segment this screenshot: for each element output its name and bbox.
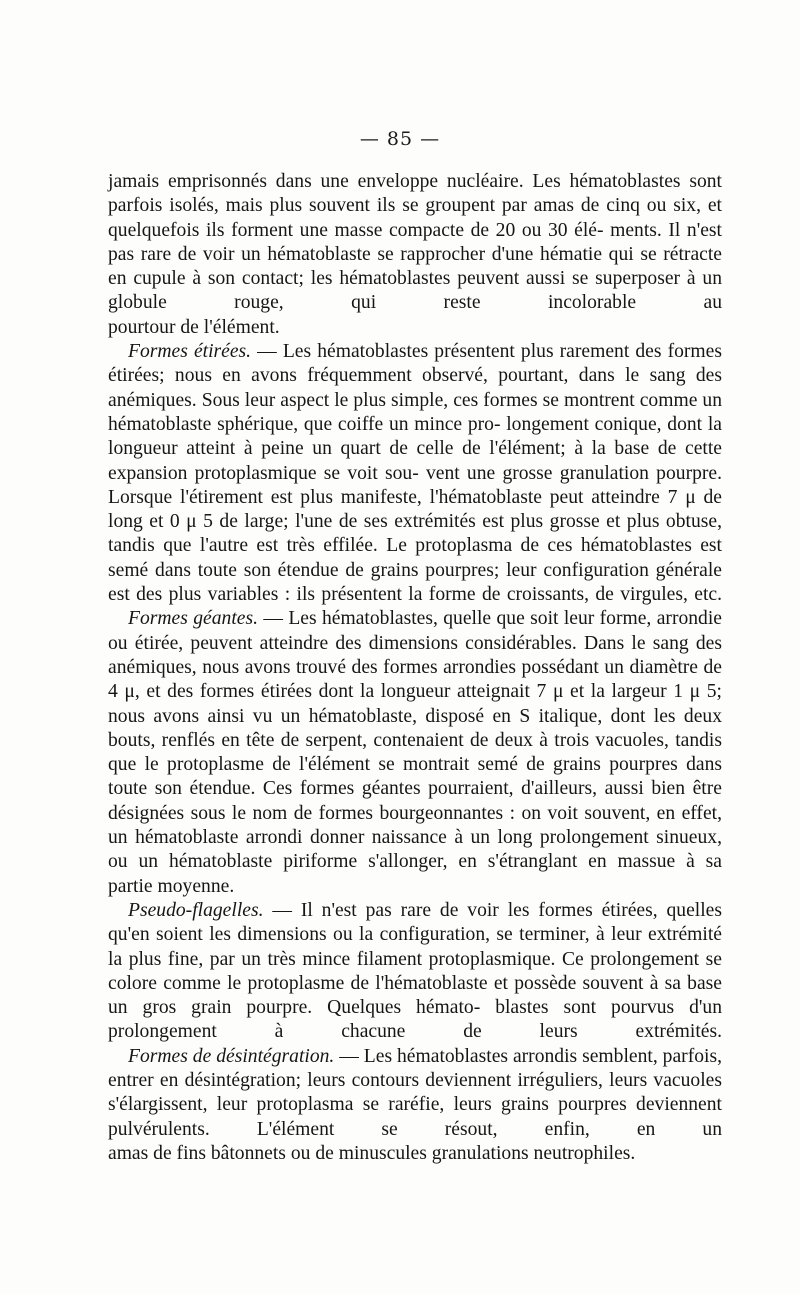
text-line: qu'en soient les dimensions ou la configuration, se terminer, à leur xyxy=(108,924,642,946)
text-line: l'élément se montrait semé de grains pourpres dans toute son étendue. xyxy=(108,754,722,800)
text-line: ments. Il n'est pas rare de voir un hématoblaste se rapprocher d'une xyxy=(108,219,722,265)
paragraph-formes-geantes xyxy=(108,607,722,874)
paragraph-pseudo-flagelles xyxy=(108,899,722,1045)
text-line: plus variables : ils présentent la forme de croissants, de virgules, etc. xyxy=(168,584,722,606)
text-line: disposé en S italique, dont les deux bouts, renflés en tête de serpent, xyxy=(108,705,722,751)
paragraph-formes-desintegration xyxy=(108,1045,722,1142)
text-line: amas de fins bâtonnets ou de minuscules granulations neutrophiles. xyxy=(108,1142,636,1164)
text-line: — Les hématoblastes présentent plus rarement des xyxy=(251,341,662,363)
text-line: l'une de ses extrémités est plus grosse et plus obtuse, tandis que l'autre xyxy=(108,511,722,557)
text-line: Ces formes géantes pourraient, d'ailleurs, aussi bien être désignées xyxy=(108,778,722,824)
text-line: ou six, et quelquefois ils forment une masse compacte de 20 ou 30 élé- xyxy=(108,195,723,241)
paragraph-formes-geantes-end xyxy=(108,875,722,899)
text-line: ou un hématoblaste piriforme s'allonger, en s'étranglant en massue à sa xyxy=(108,851,722,873)
paragraph-formes-desintegration-end xyxy=(108,1142,722,1166)
text-line: son étendue de grains pourpres; leur configuration générale est des xyxy=(108,559,722,606)
text-line: sous le nom de formes bourgeonnantes : on voit souvent, en effet, un xyxy=(108,802,723,849)
text-line: sont parfois isolés, mais plus souvent ils se groupent par amas de cinq xyxy=(108,171,722,217)
text-line: parfois, entrer en désintégration; leurs contours deviennent irréguliers, xyxy=(108,1045,722,1091)
text-line: longement conique, dont la longueur atteint à peine un quart de celle xyxy=(108,413,722,460)
text-line: de l'élément; à la base de cette expansion protoplasmique se voit sou- xyxy=(108,438,722,484)
text-line: hématoblaste arrondi donner naissance à un long prolongement sinueux, xyxy=(135,827,722,849)
text-line: — Les hématoblastes arrondis semblent, xyxy=(334,1045,658,1067)
text-line: leurs vacuoles s'élargissent, leur protoplasma se raréfie, leurs grains xyxy=(108,1069,722,1116)
text-line: montrent comme un hématoblaste sphérique, que coiffe un mince pro- xyxy=(108,389,722,435)
text-line: Dans le sang des anémiques, nous avons trouvé des formes arrondies xyxy=(108,632,722,678)
section-title: Formes géantes. xyxy=(128,608,258,630)
text-line: prolongement se colore comme le protoplasme de l'hématoblaste et xyxy=(108,948,722,994)
body-text xyxy=(108,170,722,1166)
text-line: jamais emprisonnés dans une enveloppe nucléaire. Les hématoblastes xyxy=(108,171,681,192)
paragraph-continuation-end xyxy=(108,316,722,340)
text-line: blastes sont pourvus d'un prolongement à chacune de leurs extrémités. xyxy=(108,997,723,1043)
paragraph-continuation xyxy=(108,170,722,316)
text-line: peuvent aussi se superposer à un globule rouge, qui reste incolorable au xyxy=(108,268,723,314)
text-line: — Les hématoblastes, quelle que soit leur forme, xyxy=(257,608,652,630)
text-line: extrémité la plus fine, par un très mince filament protoplasmique. Ce xyxy=(108,924,722,970)
text-line: arrondie ou étirée, peuvent atteindre des dimensions considérables. xyxy=(108,608,722,654)
text-line: possédant un diamètre de 4 μ, et des formes étirées dont la longueur xyxy=(108,656,723,703)
text-line: possède souvent à sa base un gros grain pourpre. Quelques hémato- xyxy=(108,972,722,1019)
section-title: Formes de désintégration. xyxy=(128,1045,335,1067)
text-line: est très effilée. Le protoplasma de ces hématoblastes est semé dans toute xyxy=(108,535,722,581)
paragraph-formes-etirees xyxy=(108,340,722,607)
text-line: — Il n'est pas rare de voir les formes étirées, quelles xyxy=(263,899,722,921)
section-title: Formes étirées. xyxy=(128,341,252,363)
text-line: hématie qui se rétracte en cupule à son contact; les hématoblastes xyxy=(108,243,722,290)
page-number: — 85 — xyxy=(359,128,441,150)
text-line: atteignait 7 μ et la largeur 1 μ 5; nous avons ainsi vu un hématoblaste, xyxy=(108,681,723,727)
text-line: vent une grosse granulation pourpre. Lorsque l'étirement est plus xyxy=(108,462,723,508)
text-line: manifeste, l'hématoblaste peut atteindre 7 μ de long et 0 μ 5 de large; xyxy=(108,486,722,533)
text-line: sang des anémiques. Sous leur aspect le plus simple, ces formes se xyxy=(108,365,723,411)
section-title: Pseudo-flagelles. xyxy=(128,899,264,921)
text-line: formes étirées; nous en avons fréquemment observé, pourtant, dans le xyxy=(108,341,722,387)
text-line: contenaient de deux à trois vacuoles, tandis que le protoplasme de xyxy=(108,729,722,776)
text-line: pourtour de l'élément. xyxy=(108,316,280,338)
text-line: partie moyenne. xyxy=(108,875,235,897)
text-line: pourpres deviennent pulvérulents. L'élément se résout, enfin, en un xyxy=(108,1094,722,1140)
